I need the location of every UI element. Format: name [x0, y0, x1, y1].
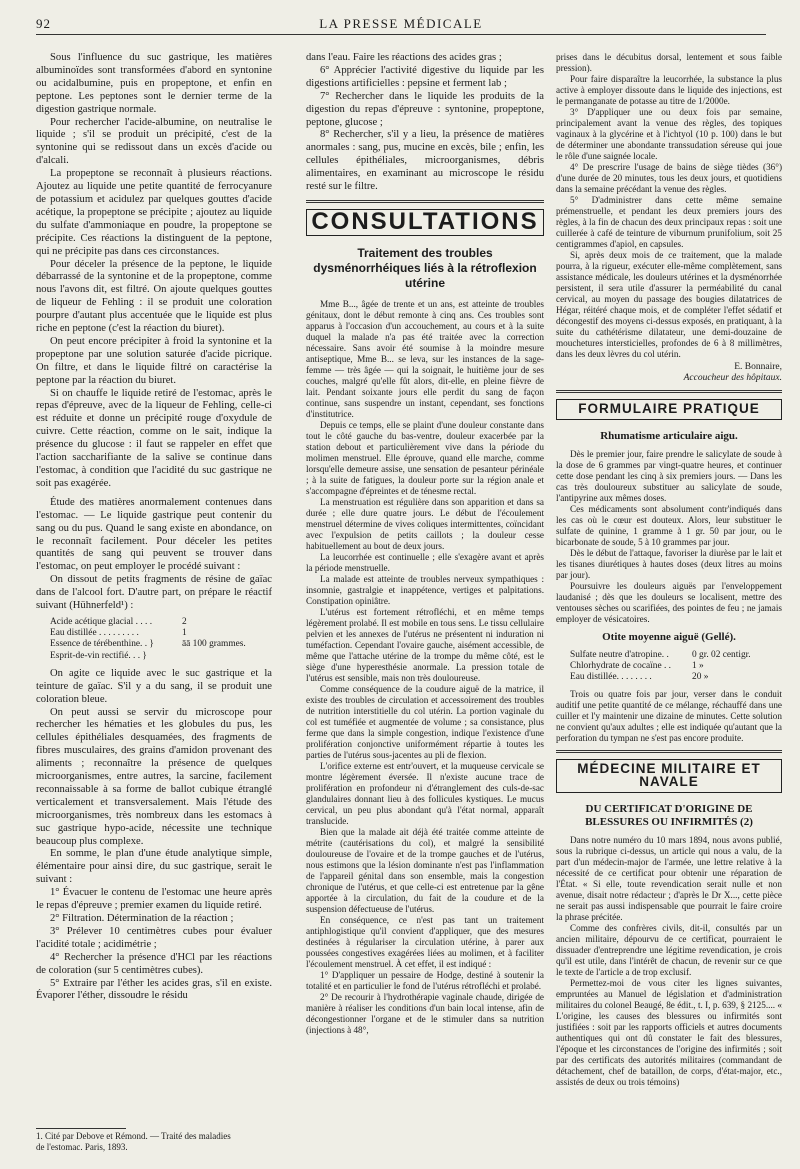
paragraph: Dès le début de l'attaque, favoriser la diurèse par le lait et les tisanes diurétiques à hautes doses (deux litres au moins par jour). — [556, 547, 782, 580]
paragraph: Dans notre numéro du 10 mars 1894, nous avons publié, sous la rubrique ci-dessus, un article qui nous a valu, de la part d'un médecin-major de l'armée, une lettre relative à la nécessité de ce certificat pour obtenir une réparation de l'État. « Si elle, toute revendication serait nulle et non avenue, disait notre rédacteur ; d'après le Dr X..., cette pièce ne serait pas aussi indispensable que pourrait le faire croire la phrase précitée. — [556, 834, 782, 922]
list-item: 4° Rechercher la présence d'HCl par les réactions de coloration (sur 5 centimètres cubes). — [36, 951, 272, 976]
list-item: 4° De prescrire l'usage de bains de siège tièdes (36°) d'une durée de 20 minutes, tous les deux jours, et quotidiens dans la semaine précédant la venue des règles. — [556, 162, 782, 194]
list-item: 2° Filtration. Détermination de la réaction ; — [50, 913, 234, 924]
ingredient: Acide acétique glacial . . . . — [50, 616, 153, 627]
paragraph: Si, après deux mois de ce traitement, que la malade pourra, à la rigueur, exécuter elle-même complètement, sans assistance médicale, les douleurs utérines et la dysménorrhée persistent, il sera utile d'assurer la perméabilité du canal cervical, au moyen du passage des bougies dilatatrices de Hégar, réitéré chaque mois, et de compléter l'effet sédatif et décongestif des moyens ci-dessus exposés, en pratiquant, à la suite du cathétérisme dilatateur, une demi-douzaine de mouchetures intersticielles, profondes de 6 à 8 millimètres, dans les deux lèvres du col utérin. — [556, 250, 782, 359]
paragraph: Poursuivre les douleurs aiguës par l'enveloppement laudanisé ; dès que les douleurs se localisent, mettre des ventouses sèches ou scarifiées, des pointes de feu ; ne jamais employer de vésicatoires. — [556, 580, 782, 624]
quantity: āā 100 grammes. — [182, 639, 246, 650]
author-signature — [556, 362, 782, 384]
quantity: 20 » — [692, 672, 709, 683]
paragraph: La leucorrhée est continuelle ; elle s'exagère avant et après la période menstruelle. — [306, 551, 544, 573]
paragraph: La menstruation est régulière dans son apparition et dans sa durée ; elle dure quatre jours. Le début de l'écoulement menstruel détermine de vives coliques intermittentes, coïncidant avec l'expulsion de petits caillots ; la douleur cesse habituellement au bout de deux jours. — [306, 496, 544, 551]
paragraph: En conséquence, ce n'est pas tant un traitement antiphlogistique qu'il convient d'appliquer, que des mesures destinées à régulariser la circulation utérine, à parer aux poussées congestives exagérées liées au molimen, et à faciliter l'écoulement menstruel. À cet effet, il est indiqué : — [306, 914, 544, 969]
paragraph: Bien que la malade ait déjà été traitée comme atteinte de métrite (cautérisations du col), et malgré la sensibilité douloureuse de l'ovaire et de la trompe gauches et de l'utérus, nous estimons que la lésion dominante n'est pas l'inflammation de l'appareil génital dans son ensemble, mais la congestion chronique de l'utérus, et que celle-ci est entretenue par la gêne apportée à la circulation, du fait de la coudure et de la suspension défectueuse de l'utérus. — [306, 826, 544, 914]
quantity: 2 — [182, 616, 187, 627]
quantity: 1 » — [692, 660, 704, 671]
formula-row — [570, 661, 782, 672]
paragraph: L'orifice externe est entr'ouvert, et la muqueuse cervicale se montre légèrement éversée. Il n'existe aucune trace de prolifération en profondeur ni d'étranglement des culs-de-sac glandulaires donnant lieu à des follicules kystiques. Le mucus cervical, un peu plus abondant qu'à l'état normal, apparaît translucide. — [306, 760, 544, 826]
paragraph: Si on chauffe le liquide retiré de l'estomac, après le repas d'épreuve, avec de la liqueur de Fehling, celle-ci est réduite et donne un précipité rouge d'oxydule de cuivre. Cette réaction, comme on le sait, indique la présence du glucose : il faut se rappeler en effet que l'action saccharifiante de la salive se continue dans l'estomac, à condition que l'acidité du suc gastrique ne soit pas exagérée. — [36, 387, 272, 489]
paragraph: prises dans le décubitus dorsal, lentement et sous faible pression). — [556, 52, 782, 73]
section-banner-consultations: CONSULTATIONS — [306, 209, 544, 236]
footnote-line: 1. Cité par Debove et Rémond. — Traité des maladies — [36, 1131, 231, 1141]
section-banner-formulaire: FORMULAIRE PRATIQUE — [556, 399, 782, 420]
paragraph: Étude des matières anormalement contenues dans l'estomac. — Le liquide gastrique peut contenir du sang ou du pus. Quand le sang existe en abondance, on le reconnaît facilement. Pour déceler les petites quantités de sang qui peuvent se trouver dans l'estomac, on peut employer le procédé suivant : — [36, 496, 272, 573]
paragraph: dans l'eau. Faire les réactions des acides gras ; — [306, 52, 502, 63]
footnote-line: de l'estomac. Paris, 1893. — [36, 1141, 128, 1152]
section-banner-medecine-militaire: MÉDECINE MILITAIRE ET NAVALE — [556, 759, 782, 793]
paragraph: En somme, le plan d'une étude analytique simple, élémentaire pour ainsi dire, du suc gastrique, serait le suivant : — [36, 848, 272, 886]
paragraph: La malade est atteinte de troubles nerveux sympathiques : insomnie, gastralgie et inappétence, vertiges et palpitations. Constipation opiniâtre. — [306, 573, 544, 606]
paragraph: Sous l'influence du suc gastrique, les matières albuminoïdes sont transformées d'abord en syntonine ou acidalbumine, puis en propeptone, et enfin en peptone. Les peptones sont le dernier terme de la digestion gastrique normale. — [36, 52, 272, 115]
quantity — [182, 651, 272, 662]
subsection-heading: Rhumatisme articulaire aigu. — [600, 429, 738, 442]
paragraph: La propeptone se reconnaît à plusieurs réactions. Ajoutez au liquide une petite quantité de ferrocyanure de potassium et acidulez par quelques gouttes d'acide acétique, la propeptone se précipite ; ajoutez au liquide du sulfate d'ammoniaque en poudre, la propeptone se précipite. Ces réactions la distinguent de la peptone, qui ne précipite pas dans ces circonstances. — [36, 168, 272, 257]
author-name: E. Bonnaire, — [734, 362, 782, 372]
paragraph: Comme conséquence de la coudure aiguë de la matrice, il existe des troubles de circulation et accessoirement des troubles de nutrition interstitielle du col utérin. La portion vaginale du col est tuméfiée et augmentée de volume ; sa consistance, plus ferme que dans la simple congestion, indique l'existence d'une prolifération conjonctive uniformément répartie à toutes les parties de l'utérus sous-jacentes au pli de flexion. — [306, 683, 544, 760]
ingredient: Chlorhydrate de cocaïne . . — [570, 660, 672, 671]
list-item: 1° D'appliquer un pessaire de Hodge, destiné à soutenir la totalité et en particulier le fond de l'utérus rétrofléchi et prolabé. — [306, 969, 544, 991]
paragraph: Permettez-moi de vous citer les lignes suivantes, empruntées au Manuel de législation et d'administration militaires du colonel Beaugé, 8e édit., t. I, p. 639, § 2125.... « L'origine, les causes des blessures ou infirmités sont justifiées : soit par les rapports officiels et autres documents authentiques qui ont dû constater le fait des blessures, l'époque et les circonstances de l'origine des infirmités ; soit par des certificats des autorités militaires (commandant de détachement, chef de bataillon, de corps, d'état-major, etc., assistés de deux ou trois témoins) — [556, 977, 782, 1087]
list-item: 8° Rechercher, s'il y a lieu, la présence de matières anormales : sang, pus, mucine en excès, bile ; enfin, les cellules épithéliales, microorganismes, débris alimentaires, en examinant au microscope le résidu resté sur le filtre. — [306, 129, 544, 193]
footnote — [36, 1131, 272, 1153]
column-left — [36, 52, 272, 1152]
paragraph: Pour déceler la présence de la peptone, le liquide débarrassé de la syntonine et de la propeptone, comme nous l'avons dit, est filtré. On ajoute quelques gouttes de liqueur de Fehling : il se produit une coloration pourpre d'autant plus accentuée que le liquide est plus riche en peptone (c'est la réaction du biuret). — [36, 258, 272, 335]
paragraph: On agite ce liquide avec le suc gastrique et la teinture de gaïac. S'il y a du sang, il se produit une coloration bleue. — [36, 667, 272, 705]
formula-row — [50, 651, 272, 662]
paragraph: On peut aussi se servir du microscope pour rechercher les hématies et les globules du pus, les cellules épithéliales desquamées, des fragments de fibres musculaires, des grains d'amidon provenant des aliments ; reconnaître la présence de quelques microorganismes, entre autres, la sarcine, facilement reconnaissable à sa forme de ballot cubique étranglé verticalement et transversalement. Mais l'étude des microorganismes, très nombreux dans les estomacs à suc gastrique hypo-acide, nécessite une technique beaucoup plus complexe. — [36, 706, 272, 847]
article-heading: Traitement des troubles dysménorrhéiques liés à la rétroflexion utérine — [313, 245, 537, 290]
ingredient: Essence de térébenthine. . } — [50, 639, 154, 650]
subsection-heading: Otite moyenne aiguë (Gellé). — [602, 630, 736, 643]
formula-row — [50, 628, 272, 639]
list-item: 5° Extraire par l'éther les acides gras, s'il en existe. Évaporer l'éther, dissoudre le résidu — [36, 977, 272, 1002]
paragraph: Pour rechercher l'acide-albumine, on neutralise le liquide ; s'il se produit un précipité, c'est de la syntonine qui se redissout dans un excès d'acide ou d'alcali. — [36, 116, 272, 167]
article-heading: DU CERTIFICAT D'ORIGINE DE BLESSURES OU INFIRMITÉS (2) — [585, 803, 753, 829]
paragraph: Mme B..., âgée de trente et un ans, est atteinte de troubles génitaux, dont le début remonte à cinq ans. Ces troubles sont apparus à l'occasion d'un accouchement, au cours et à la suite duquel la malade n'a pas été traitée avec la correction nécessaire. Sans avoir été soumise à la moindre mesure antiseptique, Mme B... se leva, sur les instances de la sage-femme — très âgée — qui la soignait, le huitième jour de ses couches, malgré qu'elle fût alors, dit-elle, en pleine fièvre de lait. Pendant soixante jours elle perdit du sang de façon continue, sans suspendre un instant, cependant, ses fonctions d'institutrice. — [306, 298, 544, 419]
paragraph: On peut encore précipiter à froid la syntonine et la propeptone par une solution saturée d'acide picrique. On filtre, et dans le liquide filtré on caractérise la peptone par la réaction du biuret. — [36, 335, 272, 386]
list-item: 3° D'appliquer une ou deux fois par semaine, principalement avant la venue des règles, des topiques vaginaux à la glycérine et à l'ichtyol (10 p. 100) dans le but de déterminer une abondante transsudation séreuse qui joue le rôle d'une saignée locale. — [556, 107, 782, 161]
paragraph: Dès le premier jour, faire prendre le salicylate de soude à la dose de 6 grammes par vingt-quatre heures, et continuer cette dose pendant les cinq à six premiers jours. — Dans les cas très douloureux substituer au salicylate de soude, l'antipyrine aux mêmes doses. — [556, 448, 782, 503]
list-item: 1° Évacuer le contenu de l'estomac une heure après le repas d'épreuve ; premier examen du liquide retiré. — [36, 887, 272, 912]
formula-huhnerfeld — [50, 617, 272, 662]
list-item: 2° De recourir à l'hydrothérapie vaginale chaude, dirigée de manière à réaliser les conditions d'un bain local intense, afin de décongestionner l'organe et de le stimuler dans sa nutrition (injections à 48°, — [306, 991, 544, 1035]
column-right — [556, 52, 782, 1152]
formula-row — [570, 650, 782, 661]
author-title: Accoucheur des hôpitaux. — [683, 373, 782, 383]
formula-row — [50, 617, 272, 628]
paragraph: Trois ou quatre fois par jour, verser dans le conduit auditif une petite quantité de ce mélange, réchauffé dans une cuiller et l'y maintenir une dizaine de minutes. Cette solution ne convient qu'aux adultes ; elle est indiquée qu'autant que la perforation du tympan ne s'est pas encore produite. — [556, 689, 782, 744]
formula-row — [570, 672, 782, 683]
paragraph: Comme des confrères civils, dit-il, consultés par un ancien militaire, dépourvu de ce certificat, pourraient le dissuader d'entreprendre une légitime revendication, je crois qu'il est utile, dans l'intérêt de chacun, de revenir sur ce que le texte de l'article a de trop exclusif. — [556, 922, 782, 977]
list-item: 7° Rechercher dans le liquide les produits de la digestion du repas d'épreuve : syntonine, propeptone, peptone, glucose ; — [306, 90, 544, 128]
paragraph: Depuis ce temps, elle se plaint d'une douleur constante dans tout le côté gauche du bas-ventre, douleur exacerbée par la station debout et particulièrement vive dans la période du molimen menstruel. Elle éprouve, quand elle marche, comme lorsqu'elle demeure assise, une sensation de pesanteur périnéale ; à la suite de fatigues, la douleur porte sur la région anale et s'accompagne d'épreintes et de ténesme rectal. — [306, 419, 544, 496]
quantity: 1 — [182, 628, 187, 639]
section-divider — [306, 200, 544, 203]
section-divider — [556, 390, 782, 393]
column-middle — [306, 52, 544, 1152]
paragraph: On dissout de petits fragments de résine de gaïac dans de l'alcool fort. D'autre part, on prépare le réactif suivant (Hühnerfeld¹) : — [36, 574, 272, 612]
formula-otite — [570, 650, 782, 684]
paragraph: Pour faire disparaître la leucorrhée, la substance la plus active à employer dissoute dans le liquide des injections, est le permanganate de potasse au titre de 1/2000e. — [556, 74, 782, 106]
paragraph: L'utérus est fortement rétrofléchi, et en même temps légèrement prolabé. Il est mobile en tous sens. Le tissu cellulaire pelvien et les annexes de l'utérus ne présentent ni induration ni tuméfaction. Cependant l'ovaire gauche, aisément accessible, de même que l'attache utérine de la trompe du même côté, est le siège d'une hyperesthésie anormale. La pression totale de l'utérus est sensible, mais non très douloureuse. — [306, 606, 544, 683]
footnote-divider — [36, 1128, 126, 1129]
ingredient: Sulfate neutre d'atropine. . — [570, 649, 669, 660]
ingredient: Esprit-de-vin rectifié. . . } — [50, 650, 147, 661]
formula-row — [50, 639, 272, 650]
list-item: 6° Apprécier l'activité digestive du liquide par les digestions artificielles : pepsine et ferment lab ; — [306, 64, 544, 89]
journal-title: LA PRESSE MÉDICALE — [319, 16, 483, 31]
page-header — [36, 14, 766, 35]
list-item: 5° D'administrer dans cette même semaine prémenstruelle, et pendant les deux premiers jours des règles, à la fin de chacun des deux principaux repas : soit une cuillerée à café de teinture de viburnum prunifolium, soit 25 centigrammes d'apiol, en capsules. — [556, 195, 782, 249]
quantity: 0 gr. 02 centigr. — [692, 649, 751, 660]
ingredient: Eau distillée . . . . . . . . . — [50, 628, 139, 639]
paragraph: Ces médicaments sont absolument contr'indiqués dans les cas où le cœur est douteux. Alors, leur substituer le sulfate de quinine, 1 gramme à 1 gr. 50 par jour, ou le bicarbonate de soude, 5 à 10 grammes par jour. — [556, 503, 782, 547]
list-item: 3° Prélever 10 centimètres cubes pour évaluer l'acidité totale ; acidimétrie ; — [36, 925, 272, 950]
page-number: 92 — [36, 16, 51, 31]
section-divider — [556, 750, 782, 753]
ingredient: Eau distillée. . . . . . . . — [570, 672, 652, 683]
